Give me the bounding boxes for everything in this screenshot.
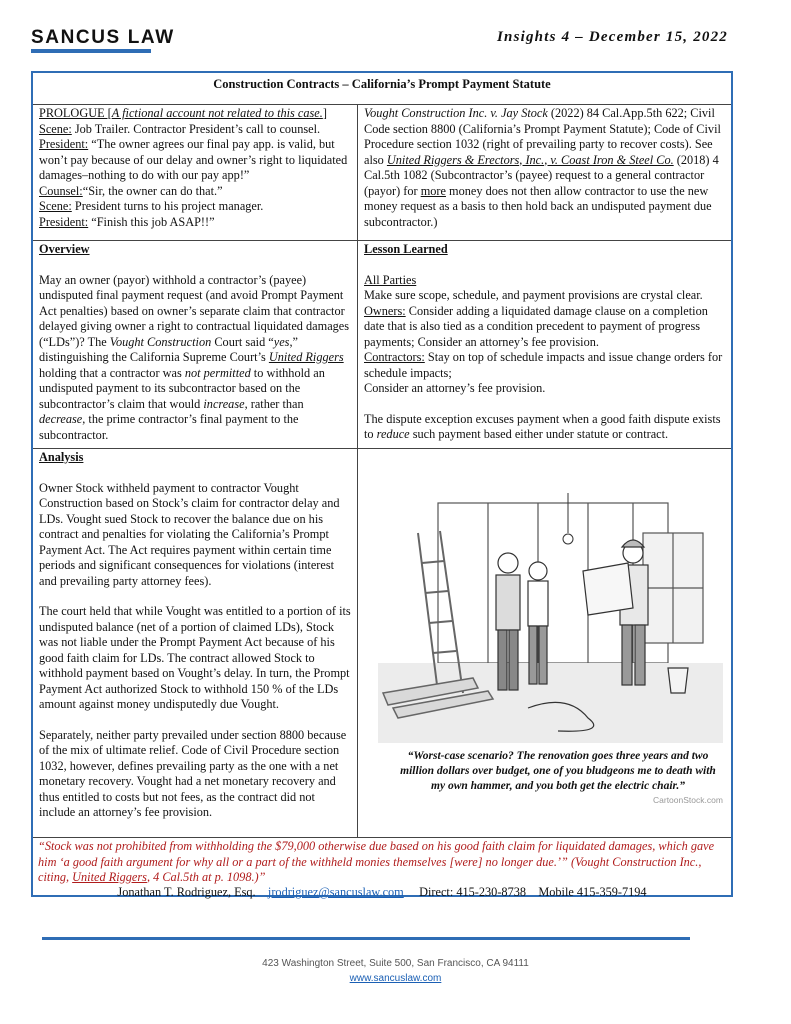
contact-line	[33, 885, 731, 900]
footer-divider	[42, 937, 690, 940]
overview-cell	[35, 241, 357, 444]
email-link[interactable]: jrodriguez@sancuslaw.com	[267, 885, 404, 899]
prologue-line: President: “The owner agrees our final pay app. is valid, but won’t pay because of our delay and owner’s right to liquidated damages–nothing to do with our pay app!”	[39, 137, 348, 182]
article-frame	[31, 71, 733, 897]
analysis-paragraph: The court held that while Vought was entitled to a portion of its undisputed balance (net of a portion of claimed LDs), Stock was not liable under the Prompt Payment Act because of his good faith claim for LDs. The contract allowed Stock to withhold payment based on Vought’s delay. In turn, the Prompt Payment Act authorized Stock to withhold 150 % of the LDs amount against money undisputedly due Vought.	[39, 604, 351, 711]
contractors-text: Contractors: Stay on top of schedule impacts and issue change orders for schedule impacts;	[364, 350, 723, 380]
article-title: Construction Contracts – California’s Prompt Payment Statute	[33, 73, 731, 105]
prologue-line: Counsel:“Sir, the owner can do that.”	[39, 183, 223, 198]
all-parties-text: Make sure scope, schedule, and payment provisions are crystal clear.	[364, 288, 703, 302]
overview-text: May an owner (payor) withhold a contractor’s (payee) undisputed final payment request (and avoid Prompt Payment Act penalties) based on owner’s separate claim that contractor delayed giving owner a right to contractual liquidated damages (“LDs”)? The Vought Construction Court said “yes,” distinguishing the California Supreme Court’s United Riggers holding that a contractor was not permitted to withhold an undisputed payment to its subcontractor based on the subcontractor’s claim that would increase, rather than decrease, the prime contractor’s final payment to the subcontractor.	[39, 272, 350, 442]
citation-text: Vought Construction Inc. v. Jay Stock (2022) 84 Cal.App.5th 622; Civil Code section 8800 (California’s Prompt Payment Statute); Code of Civil Procedure section 1032 (right of prevailing party to recover costs). See also United Riggers & Erectors, Inc., v. Coast Iron & Steel Co. (2018) 4 Cal.5th 1082 (Subcontractor’s (payee) request to a general contractor (payor) for more money does not then allow contractor to use the new money request as a basis to then hold back an undisputed payment due subcontractor.)	[364, 106, 721, 229]
all-parties-label: All Parties	[364, 272, 417, 287]
contractors-text-2: Consider an attorney’s fee provision.	[364, 381, 546, 395]
issue-date: Insights 4 – December 15, 2022	[497, 29, 728, 45]
prologue-cell	[35, 105, 357, 231]
analysis-cell	[35, 449, 357, 822]
firm-logo: SANCUS LAW	[31, 27, 175, 48]
mobile-phone: Mobile 415-359-7194	[538, 885, 647, 899]
row-divider	[33, 837, 731, 838]
attorney-name: Jonathan T. Rodriguez, Esq.	[117, 885, 256, 899]
citation-cell	[360, 105, 731, 231]
cartoon-credit: CartoonStock.com	[653, 795, 723, 805]
column-divider	[357, 104, 358, 837]
cartoon-caption: “Worst-case scenario? The renovation goes three years and two million dollars over budget, one of you bludgeons me to death with my own hammer, and you both get the electric chair.”	[400, 750, 716, 792]
analysis-paragraph: Owner Stock withheld payment to contractor Vought Construction based on Stock’s claim for contractor delay and LDs. Vought sued Stock to recover the balance due on his contract and penalties for violating the California’s Prompt Payment Act. The Act requires payment within certain time periods and significant consequences for violations (interest and prevailing party attorney fees).	[39, 480, 340, 588]
prologue-heading: PROLOGUE [A fictional account not related to this case.]	[39, 106, 327, 120]
analysis-paragraph: Separately, neither party prevailed under section 8800 because of the mix of ultimate relief. Code of Civil Procedure section 1032, however, defines prevailing party as the one with a net monetary recovery. Vought had a net monetary recovery and thus entitled to costs but not fees, as the contract did not include an attorney’s fee provision.	[39, 727, 347, 819]
prologue-line: Scene: President turns to his project manager.	[39, 199, 264, 213]
footer-address: 423 Washington Street, Suite 500, San Francisco, CA 94111	[262, 958, 529, 969]
pull-quote: “Stock was not prohibited from withholding the $79,000 otherwise due based on his good faith claim for liquidated damages, which gave him ‘a good faith argument for why all or a part of the withheld monies themselves [were] no longer due.’” (Vought Construction Inc., citing, United Riggers, 4 Cal.5th at p. 1098.)”	[38, 839, 715, 884]
logo-underline	[31, 49, 151, 53]
cartoon-illustration	[378, 493, 723, 743]
owners-text: Owners: Consider adding a liquidated damage clause on a completion date that is also tied as a condition precedent to payment of progress payments; Consider an attorney’s fee provision.	[364, 303, 708, 349]
prologue-line: Scene: Job Trailer. Contractor President’s call to counsel.	[39, 121, 321, 136]
analysis-heading: Analysis	[39, 450, 84, 464]
dispute-text: The dispute exception excuses payment when a good faith dispute exists to reduce such payment based either under statute or contract.	[364, 411, 721, 441]
footer-website-link[interactable]: www.sancuslaw.com	[349, 973, 442, 984]
overview-heading: Overview	[39, 242, 90, 256]
prologue-line: President: “Finish this job ASAP!!”	[39, 214, 215, 229]
lesson-heading: Lesson Learned	[364, 242, 448, 256]
lesson-cell	[360, 241, 731, 444]
direct-phone: Direct: 415-230-8738	[419, 885, 527, 899]
